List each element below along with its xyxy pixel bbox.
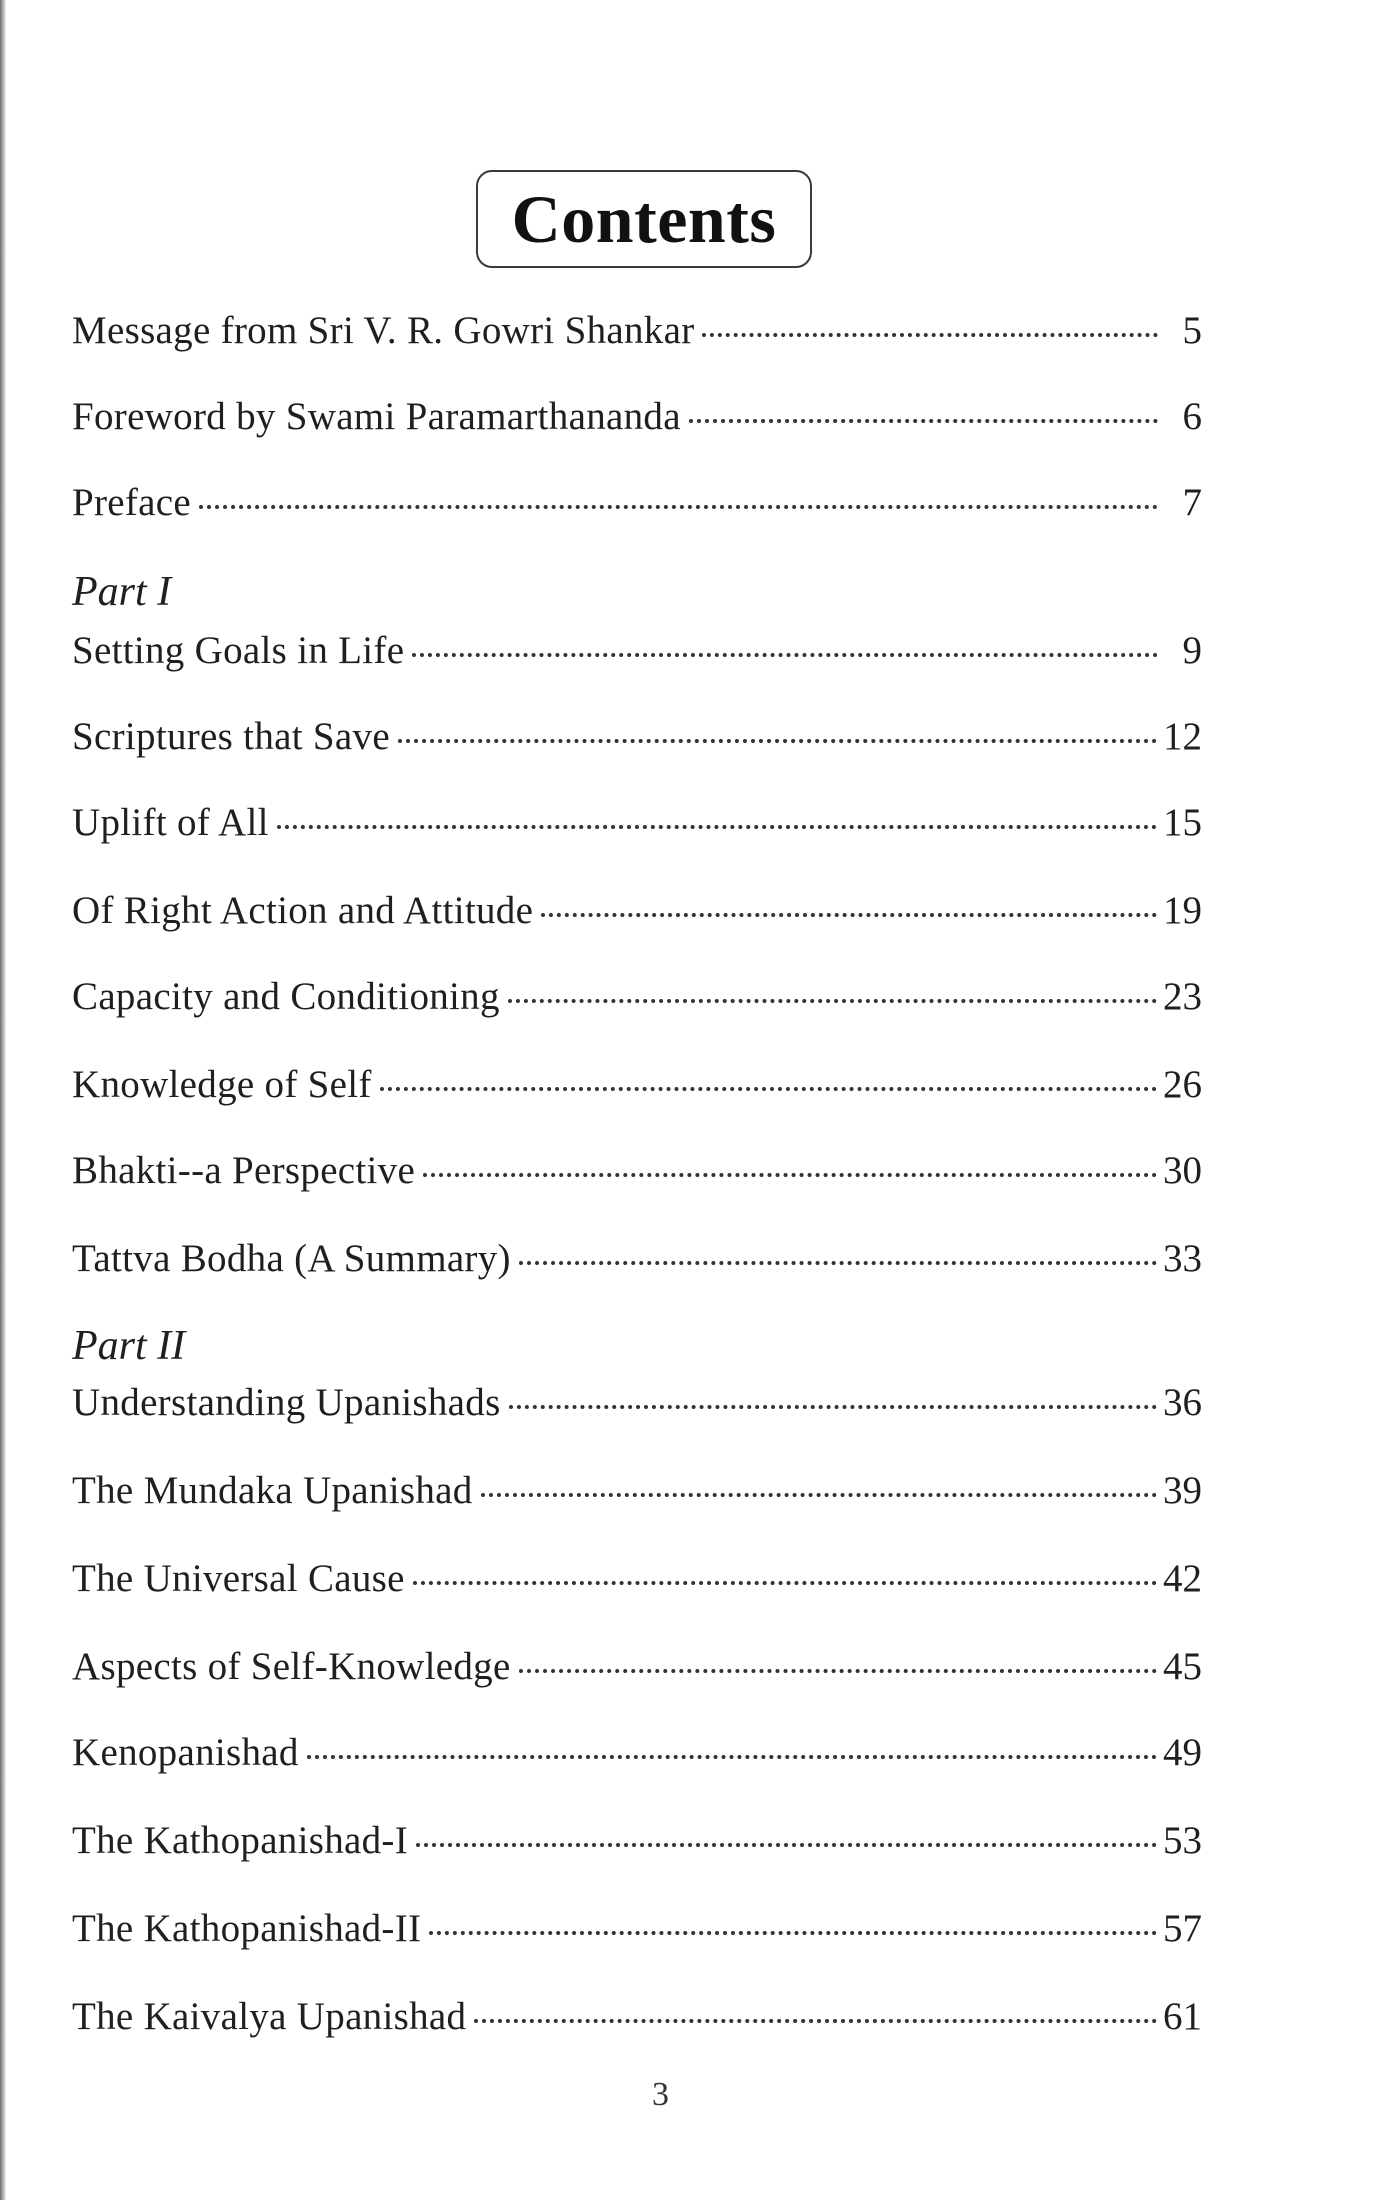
- toc-entry-message[interactable]: [72, 308, 1202, 360]
- dot-leader: [398, 739, 1157, 743]
- toc-entry[interactable]: [72, 1236, 1202, 1288]
- toc-entry-label: Uplift of All: [72, 801, 269, 844]
- dot-leader: [412, 653, 1158, 657]
- toc-entry-page: 42: [1163, 1557, 1202, 1600]
- toc-entry[interactable]: [72, 800, 1202, 852]
- page-title: Contents: [511, 180, 777, 257]
- toc-entry-label: Kenopanishad: [72, 1731, 299, 1774]
- toc-entry-page: 57: [1163, 1907, 1202, 1950]
- toc-entry[interactable]: [72, 1468, 1202, 1520]
- dot-leader: [508, 999, 1157, 1003]
- dot-leader: [416, 1843, 1157, 1847]
- dot-leader: [474, 2019, 1157, 2023]
- toc-entry-page: 23: [1163, 975, 1202, 1018]
- toc-entry-page: 49: [1163, 1731, 1202, 1774]
- toc-entry-label: Preface: [72, 481, 192, 524]
- toc-entry[interactable]: [72, 974, 1202, 1026]
- page-edge-shadow: [0, 0, 6, 2200]
- dot-leader: [481, 1493, 1157, 1497]
- toc-entry[interactable]: [72, 1148, 1202, 1200]
- toc-entry-preface[interactable]: [72, 480, 1202, 532]
- dot-leader: [413, 1581, 1157, 1585]
- toc-entry-page: 19: [1163, 889, 1202, 932]
- page-number: 3: [652, 2076, 669, 2113]
- toc-entry[interactable]: [72, 714, 1202, 766]
- toc-entry[interactable]: [72, 1906, 1202, 1958]
- toc-entry-label: Bhakti--a Perspective: [72, 1149, 416, 1192]
- dot-leader: [519, 1261, 1157, 1265]
- toc-entry-label: Understanding Upanishads: [72, 1381, 501, 1424]
- toc-entry[interactable]: [72, 1730, 1202, 1782]
- toc-entry[interactable]: [72, 1062, 1202, 1114]
- toc-entry-page: 39: [1163, 1469, 1202, 1512]
- contents-title-box: [476, 170, 812, 268]
- toc-entry-foreword[interactable]: [72, 394, 1202, 446]
- dot-leader: [423, 1173, 1157, 1177]
- toc-entry-label: The Mundaka Upanishad: [72, 1469, 473, 1512]
- toc-entry-page: 15: [1163, 801, 1202, 844]
- dot-leader: [702, 333, 1158, 337]
- dot-leader: [199, 505, 1158, 509]
- toc-entry-label: Aspects of Self-Knowledge: [72, 1645, 511, 1688]
- dot-leader: [307, 1755, 1157, 1759]
- toc-entry-page: 5: [1182, 309, 1202, 352]
- toc-entry-label: Capacity and Conditioning: [72, 975, 500, 1018]
- dot-leader: [380, 1087, 1157, 1091]
- toc-entry-label: The Kathopanishad-II: [72, 1907, 422, 1950]
- toc-entry-page: 26: [1163, 1063, 1202, 1106]
- toc-entry-page: 30: [1163, 1149, 1202, 1192]
- dot-leader: [689, 419, 1158, 423]
- toc-entry-page: 7: [1182, 481, 1202, 524]
- toc-entry-page: 9: [1182, 629, 1202, 672]
- toc-entry-label: Tattva Bodha (A Summary): [72, 1237, 511, 1280]
- toc-entry[interactable]: [72, 628, 1202, 680]
- toc-entry-page: 6: [1182, 395, 1202, 438]
- toc-entry[interactable]: [72, 1818, 1202, 1870]
- toc-entry-page: 61: [1163, 1995, 1202, 2038]
- dot-leader: [541, 913, 1157, 917]
- toc-entry[interactable]: [72, 888, 1202, 940]
- toc-entry[interactable]: [72, 1994, 1202, 2046]
- dot-leader: [429, 1931, 1157, 1935]
- toc-entry[interactable]: [72, 1556, 1202, 1608]
- toc-entry-page: 53: [1163, 1819, 1202, 1862]
- toc-entry-label: Scriptures that Save: [72, 715, 390, 758]
- dot-leader: [509, 1405, 1157, 1409]
- toc-entry[interactable]: [72, 1380, 1202, 1432]
- toc-entry-label: The Kathopanishad-I: [72, 1819, 409, 1862]
- toc-entry-page: 45: [1163, 1645, 1202, 1688]
- toc-entry-label: Message from Sri V. R. Gowri Shankar: [72, 309, 695, 352]
- toc-entry-page: 12: [1163, 715, 1202, 758]
- toc-entry[interactable]: [72, 1644, 1202, 1696]
- toc-entry-label: Of Right Action and Attitude: [72, 889, 534, 932]
- toc-entry-label: The Universal Cause: [72, 1557, 405, 1600]
- dot-leader: [519, 1669, 1157, 1673]
- part-heading-2: Part II: [72, 1323, 186, 1369]
- toc-entry-label: Setting Goals in Life: [72, 629, 405, 672]
- toc-entry-label: The Kaivalya Upanishad: [72, 1995, 467, 2038]
- toc-entry-label: Knowledge of Self: [72, 1063, 372, 1106]
- toc-entry-label: Foreword by Swami Paramarthananda: [72, 395, 681, 438]
- toc-entry-page: 36: [1163, 1381, 1202, 1424]
- toc-entry-page: 33: [1163, 1237, 1202, 1280]
- part-heading-1: Part I: [72, 569, 172, 615]
- dot-leader: [277, 825, 1157, 829]
